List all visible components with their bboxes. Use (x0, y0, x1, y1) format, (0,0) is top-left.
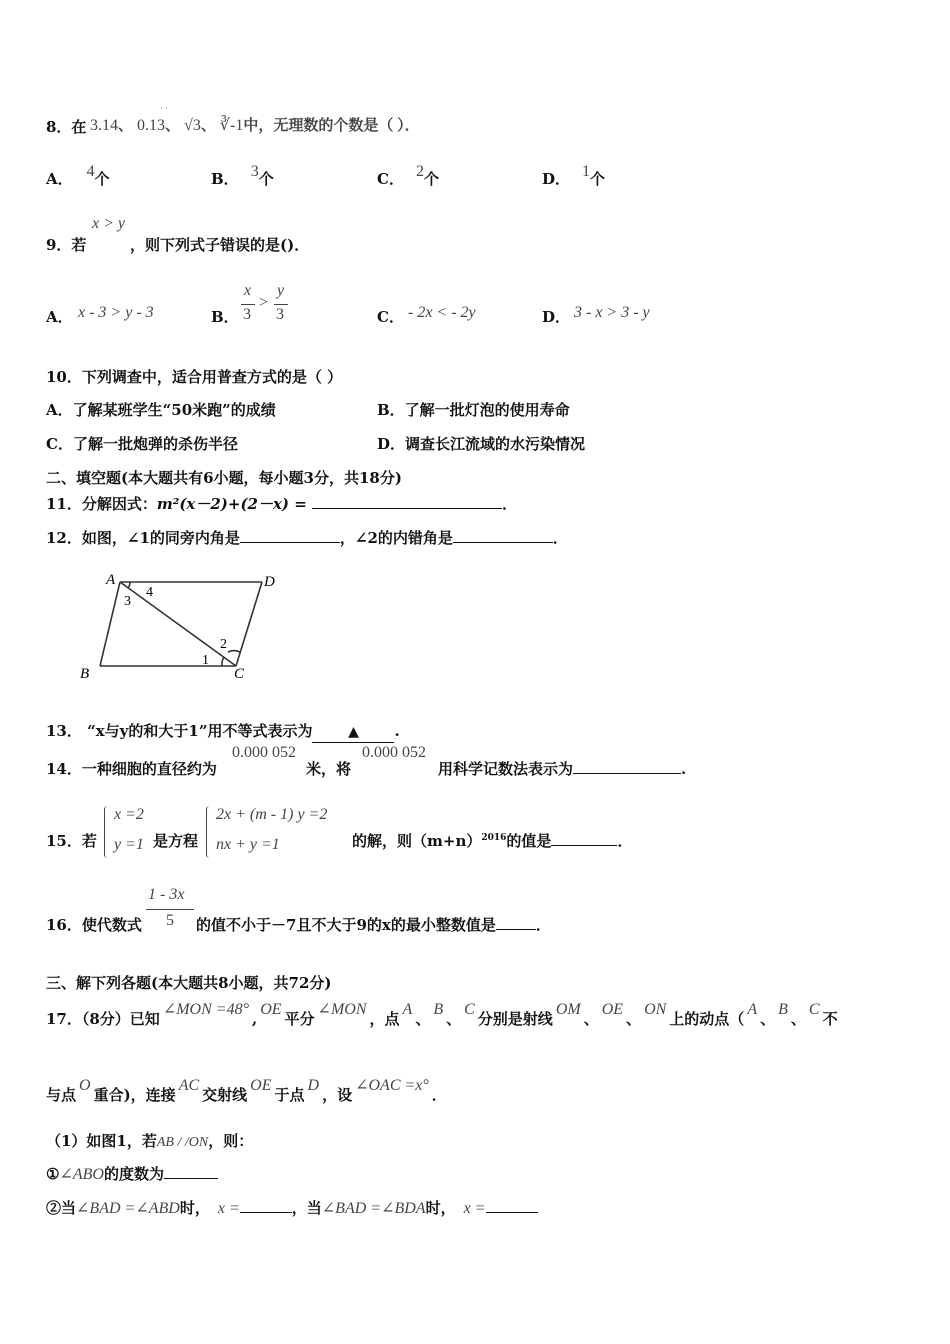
frac-denominator: 3 (276, 306, 284, 323)
q10-stem: 10．下列调查中，适合用普查方式的是（ ） (46, 368, 343, 386)
q10-option-c[interactable]: C．了解一批炮弹的杀伤半径 (46, 435, 238, 453)
option-value: 3 (250, 163, 259, 180)
math-token: ∠MON (317, 1001, 367, 1018)
q15-stem-3 (352, 830, 632, 851)
q14-number-2: 0.000 052 (362, 744, 426, 761)
math-token: C (464, 1001, 475, 1018)
exponent: 2016 (481, 833, 507, 843)
text-token: 、 (415, 1010, 431, 1028)
q17-line-1 (46, 996, 916, 1036)
period: . (394, 722, 400, 740)
q16-numerator: 1 - 3x (148, 886, 185, 903)
parallelogram-figure (70, 568, 290, 684)
text-token: 17．（8分）已知 (46, 1010, 160, 1028)
q17-part-1-text: （1）如图1，若 (46, 1132, 157, 1150)
q17-line-2 (46, 1072, 916, 1112)
angle-1: 1 (202, 653, 209, 668)
q14-stem: 14．一种细胞的直径约为 (46, 760, 217, 778)
q14-number-1: 0.000 052 (232, 744, 296, 761)
side-ab (100, 582, 120, 666)
math-token: B (433, 1001, 444, 1018)
math-token: ON (644, 1001, 667, 1018)
q8-stem: 8．在 (46, 118, 87, 136)
option-unit: 个 (423, 170, 439, 188)
q15-text-2: 的值是 (506, 832, 552, 850)
q17-part-1-text-2: ，则： (208, 1132, 254, 1150)
q9-option-a[interactable]: x - 3 > y - 3 (78, 304, 154, 321)
q9-option-a-label: A． (46, 308, 73, 326)
option-label: A． (46, 170, 73, 188)
q8-stem-end: 中，无理数的个数是（ ）． (243, 118, 420, 134)
text-token: 分别是射线 (477, 1010, 553, 1028)
diagonal-ac (120, 582, 236, 666)
angle-equation-2: ∠BAD =∠BDA (321, 1200, 426, 1217)
q9-option-c-label: C． (377, 308, 404, 326)
text-token: 不 (822, 1010, 838, 1028)
q8-cbrt-neg1: ∛-1 (219, 117, 244, 134)
x-equals: x = (217, 1200, 240, 1217)
answer-blank[interactable] (453, 528, 553, 543)
separator: 、 (200, 118, 216, 134)
angle-equation-1: ∠BAD =∠ABD (76, 1200, 180, 1217)
q13-stem: 13． “x与y的和大于1”用不等式表示为 (46, 722, 313, 740)
frac-numerator: x (244, 282, 252, 299)
option-value: 4 (86, 163, 95, 180)
q9-option-d[interactable]: 3 - x > 3 - y (574, 304, 650, 321)
text-token: 、 (626, 1010, 642, 1028)
q15-equation-2: nx + y =1 (216, 836, 280, 853)
math-token: OM (555, 1001, 581, 1018)
text-token: 与点 (46, 1086, 77, 1104)
answer-blank[interactable] (240, 528, 340, 543)
q14-stem-2: 米，将 (306, 760, 352, 778)
q17-text: 的度数为 (103, 1165, 164, 1183)
q15-stem: 15．若 (46, 832, 97, 850)
q11-stem: 11．分解因式： (46, 495, 157, 513)
q9-condition: x > y (92, 215, 125, 232)
text-token: 、 (446, 1010, 462, 1028)
separator: 、 (118, 118, 134, 134)
q17-part-1-1 (46, 1163, 218, 1184)
text-token: 上的动点（ (669, 1010, 745, 1028)
question-11 (46, 493, 517, 514)
answer-blank[interactable] (164, 1164, 218, 1179)
text-token: 于点 (274, 1086, 305, 1104)
q10-option-b[interactable]: B．了解一批灯泡的使用寿命 (377, 401, 570, 419)
question-8 (46, 116, 86, 137)
label-B: B (80, 666, 90, 682)
q17-text: 时， (425, 1199, 456, 1217)
answer-blank[interactable] (312, 494, 502, 509)
question-12 (46, 527, 568, 548)
math-token: A (402, 1001, 413, 1018)
q15-stem-2: 是方程 (153, 832, 199, 850)
x-equals: x = (463, 1200, 486, 1217)
text-token: 平分 (284, 1010, 315, 1028)
q12-stem: 12．如图，∠1的同旁内角是 (46, 529, 240, 547)
option-unit: 个 (94, 170, 110, 188)
option-label: B． (211, 170, 239, 188)
circled-number: ① (46, 1165, 60, 1183)
triangle-icon: ▲ (348, 724, 359, 740)
system-brace (104, 806, 111, 858)
q8-number-2: 0.13 (137, 117, 166, 134)
text-token: ，设 (322, 1086, 353, 1104)
angle-2: 2 (220, 637, 227, 652)
q16-denominator: 5 (166, 912, 174, 929)
q9-option-b-label: B． (211, 308, 239, 326)
question-13 (46, 720, 400, 743)
period: ． (502, 495, 518, 513)
math-token: A (747, 1001, 758, 1018)
math-token: C (808, 1001, 820, 1018)
period: ． (552, 529, 568, 547)
q9-stem-end: ，则下列式子错误的是()． (130, 236, 310, 254)
math-token: ∠OAC =x° (355, 1077, 429, 1094)
q17-text: ，当 (291, 1199, 322, 1217)
option-label: D． (542, 170, 571, 188)
math-token: OE (250, 1077, 272, 1094)
angle-arc (228, 651, 240, 652)
system-brace (206, 806, 213, 858)
fraction-bar (146, 909, 194, 910)
text-token: 、 (583, 1010, 599, 1028)
label-D: D (264, 574, 275, 590)
period: ． (617, 832, 633, 850)
q8-option-d[interactable] (542, 163, 606, 189)
text-token: , (251, 1010, 258, 1028)
angle-arc (222, 657, 224, 666)
angle-arc (128, 582, 130, 588)
text-token: 、 (790, 1010, 806, 1028)
q9-option-d-label: D． (542, 308, 571, 326)
q12-stem-2: ，∠2的内错角是 (339, 529, 453, 547)
q9-stem: 9．若 (46, 236, 87, 254)
text-token: 交射线 (202, 1086, 248, 1104)
math-token: OE (601, 1001, 624, 1018)
q9-option-c[interactable]: - 2x < - 2y (408, 304, 476, 321)
answer-blank[interactable] (312, 724, 394, 743)
label-A: A (106, 572, 116, 588)
math-token: B (778, 1001, 788, 1018)
option-unit: 个 (590, 170, 606, 188)
section-2-heading: 二、填空题(本大题共有6小题，每小题3分，共18分) (46, 469, 402, 487)
math-token: ∠MON =48° (162, 1001, 249, 1018)
separator: 、 (165, 118, 181, 134)
q14-stem-text: 用科学记数法表示为 (438, 760, 574, 778)
frac-denominator: 3 (243, 306, 251, 323)
section-3-heading: 三、解下列各题(本大题共8小题，共72分) (46, 974, 332, 992)
side-dc (236, 582, 262, 666)
answer-blank[interactable] (486, 1198, 538, 1213)
option-value: 2 (415, 163, 424, 180)
circled-number: ②当 (46, 1199, 77, 1217)
math-token: AC (178, 1077, 200, 1094)
q16-text: 的值不小于－7且不大于9的x的最小整数值是 (196, 916, 496, 934)
q10-option-a[interactable]: A．了解某班学生“50米跑”的成绩 (46, 401, 276, 419)
answer-blank[interactable] (240, 1198, 292, 1213)
q17-text: 时， (179, 1199, 210, 1217)
q17-part-1-2 (46, 1197, 538, 1218)
q9-option-b[interactable] (240, 282, 296, 328)
text-token: ． (431, 1086, 447, 1104)
q17-parallel-expr: AB / /ON (156, 1135, 209, 1150)
q15-solution-x: x =2 (114, 806, 144, 823)
q8-option-c[interactable] (377, 163, 439, 189)
math-token: D (307, 1077, 320, 1094)
q8-number-list (90, 114, 420, 135)
math-token: O (79, 1077, 91, 1094)
q11-expression: m²(x－2)+(2－x) = (156, 495, 307, 513)
text-token: 、 (760, 1010, 776, 1028)
q8-number-1: 3.14 (90, 117, 118, 134)
angle-abo: ∠ABO (59, 1166, 104, 1183)
label-C: C (234, 666, 245, 682)
angle-3: 3 (124, 594, 131, 609)
q15-equation-1: 2x + (m - 1) y =2 (216, 806, 328, 823)
period: . (681, 760, 687, 778)
q16-stem-2 (196, 914, 551, 935)
repeating-dots: · · (160, 104, 168, 113)
q16-stem: 16．使代数式 (46, 916, 142, 934)
option-label: C． (377, 170, 404, 188)
greater-than: > (259, 294, 269, 311)
q8-sqrt-3: √3 (184, 117, 201, 134)
math-token: OE (260, 1001, 282, 1018)
answer-blank[interactable] (551, 831, 617, 846)
q14-stem-3 (438, 758, 686, 779)
answer-blank[interactable] (496, 915, 536, 930)
q15-solution-y: y =1 (114, 836, 144, 853)
option-unit: 个 (258, 170, 274, 188)
q10-option-d[interactable]: D．调查长江流域的水污染情况 (377, 435, 586, 453)
q15-text: 的解，则（m+n） (352, 832, 482, 850)
q8-option-a[interactable] (46, 163, 110, 189)
frac-numerator: y (277, 282, 285, 299)
text-token: ，点 (369, 1010, 400, 1028)
q17-part-1 (46, 1130, 253, 1151)
q8-option-b[interactable] (211, 163, 274, 189)
period: ． (535, 916, 551, 934)
angle-4: 4 (146, 585, 153, 600)
option-value: 1 (582, 163, 591, 180)
answer-blank[interactable] (573, 759, 681, 774)
text-token: 重合)，连接 (93, 1086, 176, 1104)
